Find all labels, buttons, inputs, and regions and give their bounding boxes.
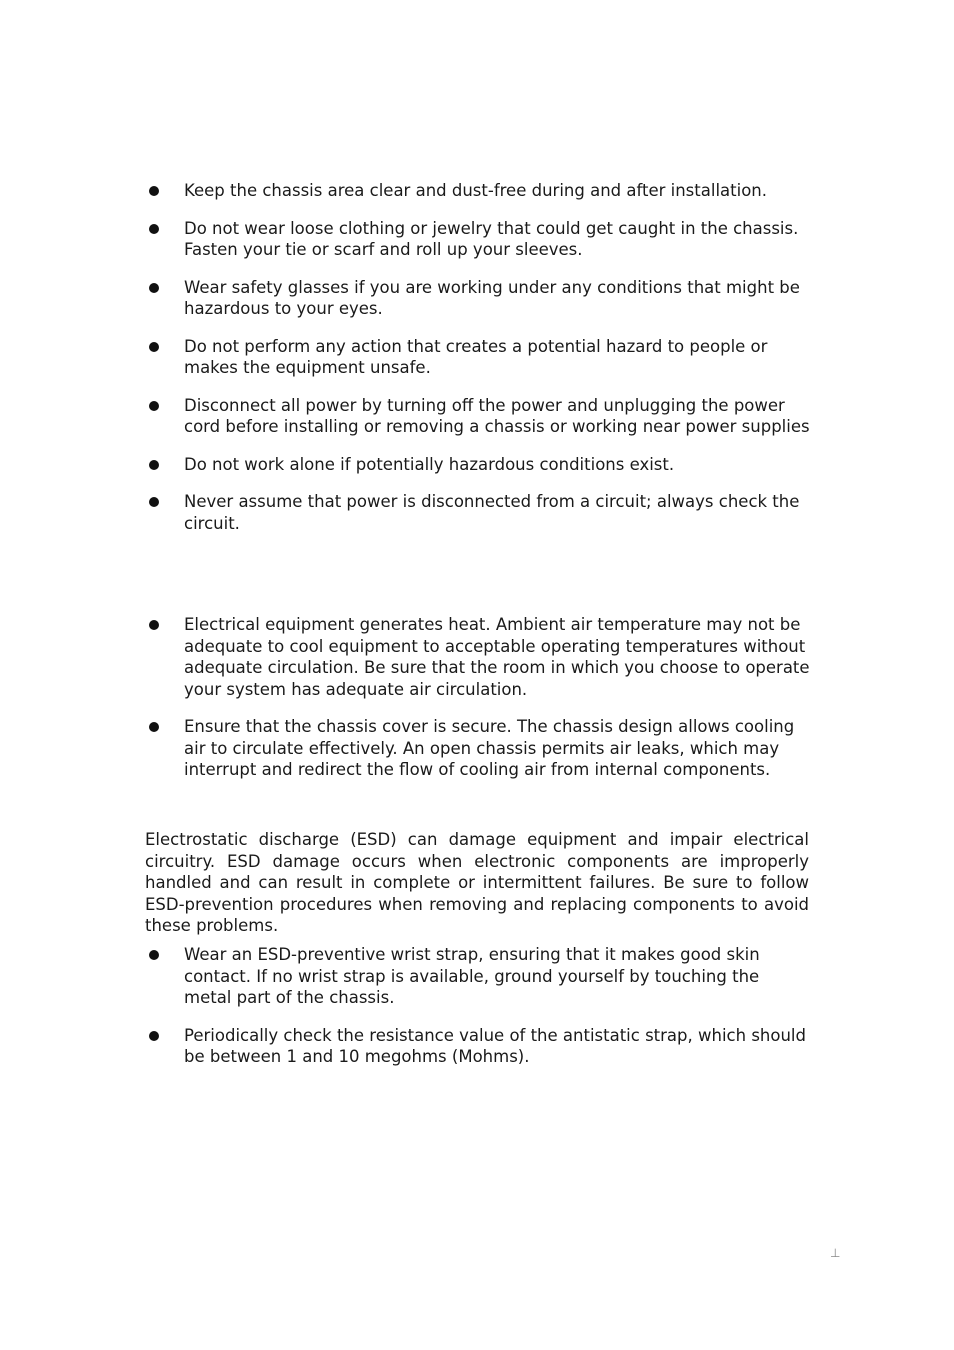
list-item xyxy=(145,395,810,438)
list-item-text: Do not perform any action that creates a potential hazard to people or makes the equipment unsafe. xyxy=(184,336,768,377)
cooling-guidelines-list xyxy=(145,614,810,797)
list-item-text: Periodically check the resistance value of the antistatic strap, which should be between 1 and 10 megohms (Mohms). xyxy=(184,1025,806,1066)
safety-guidelines-list xyxy=(145,180,810,550)
list-item-text: Never assume that power is disconnected from a circuit; always check the circuit. xyxy=(184,492,800,533)
list-item xyxy=(145,336,810,379)
esd-guidelines-list xyxy=(145,944,810,1084)
esd-paragraph: Electrostatic discharge (ESD) can damage equipment and impair electrical circuitry. ESD damage occurs when electronic components are improperly handled and can result in complete or intermittent failures. Be sure to follow ESD-prevention procedures when removing and replacing components to avoid these problems. xyxy=(145,830,809,935)
list-item xyxy=(145,944,810,1009)
bullet-icon xyxy=(149,460,159,470)
list-item xyxy=(145,218,810,261)
list-item-text: Disconnect all power by turning off the power and unplugging the power cord before installing or removing a chassis or working near power supplies xyxy=(184,395,810,436)
list-item-text: Wear safety glasses if you are working under any conditions that might be hazardous to your eyes. xyxy=(184,277,800,318)
bullet-icon xyxy=(149,1031,159,1041)
list-item-text: Electrical equipment generates heat. Ambient air temperature may not be adequate to cool equipment to acceptable operating temperatures without adequate circulation. Be sure that the room in which you choose to operate your system has adequate air circulation. xyxy=(184,615,810,699)
bullet-icon xyxy=(149,497,159,507)
list-item-text: Do not work alone if potentially hazardous conditions exist. xyxy=(184,454,675,474)
bullet-icon xyxy=(149,620,159,630)
list-item-text: Keep the chassis area clear and dust-free during and after installation. xyxy=(184,181,767,200)
bullet-icon xyxy=(149,950,159,960)
list-item-text: Wear an ESD-preventive wrist strap, ensuring that it makes good skin contact. If no wrist strap is available, ground yourself by touching the metal part of the chassis. xyxy=(184,945,760,1007)
bullet-icon xyxy=(149,722,159,732)
bullet-icon xyxy=(149,283,159,293)
list-item xyxy=(145,180,810,202)
list-item xyxy=(145,491,810,534)
bullet-icon xyxy=(149,401,159,411)
list-item xyxy=(145,614,810,700)
list-item-text: Do not wear loose clothing or jewelry that could get caught in the chassis. Fasten your tie or scarf and roll up your sleeves. xyxy=(184,218,799,259)
list-item-text: Ensure that the chassis cover is secure. The chassis design allows cooling air to circulate effectively. An open chassis permits air leaks, which may interrupt and redirect the flow of cooling air from internal components. xyxy=(184,717,795,779)
list-item xyxy=(145,1025,810,1068)
bullet-icon xyxy=(149,224,159,234)
list-item xyxy=(145,716,810,781)
list-item xyxy=(145,454,810,476)
page-number: ⊥ xyxy=(830,1246,841,1260)
list-item xyxy=(145,277,810,320)
bullet-icon xyxy=(149,186,159,196)
bullet-icon xyxy=(149,342,159,352)
